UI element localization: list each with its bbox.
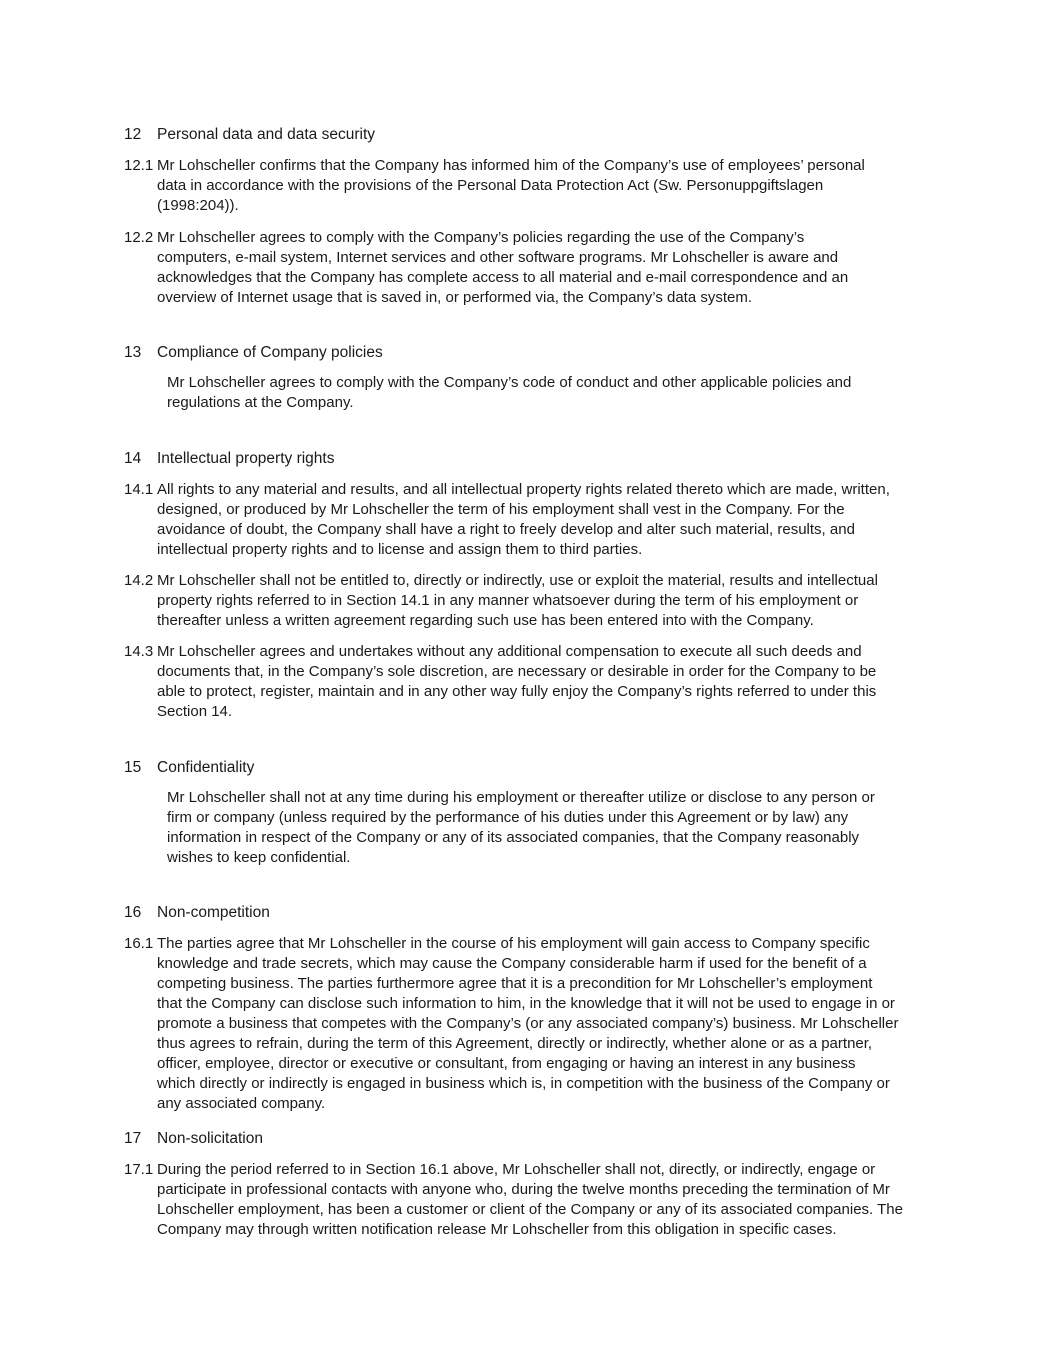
section-number: 17 bbox=[124, 1130, 142, 1147]
clause-14-2 bbox=[124, 571, 939, 631]
section-13-paragraph: Mr Lohscheller agrees to comply with the Company’s code of conduct and other applicable policies and regulations at the Company. bbox=[167, 374, 852, 411]
clause-number: 14.1 bbox=[124, 481, 154, 498]
clause-number: 14.3 bbox=[124, 643, 154, 660]
section-16-heading bbox=[124, 903, 270, 923]
clause-text: During the period referred to in Section 16.1 above, Mr Lohscheller shall not, directly, or indirectly, engage or participate in professional contacts with anyone who, during the twelve months preceding the termination of Mr Lohscheller employment, has been a customer or client of the Company or any of its associated companies. The Company may through written notification release Mr Lohscheller from this obligation in specific cases. bbox=[157, 1161, 903, 1238]
section-title: Confidentiality bbox=[157, 759, 255, 776]
clause-text: Mr Lohscheller shall not be entitled to, directly or indirectly, use or exploit the material, results and intellectual property rights referred to in Section 14.1 in any manner whatsoever during the term of his employment or thereafter unless a written agreement regarding such use has been entered into with the Company. bbox=[157, 572, 878, 629]
clause-number: 14.2 bbox=[124, 572, 154, 589]
clause-text: Mr Lohscheller agrees to comply with the Company’s policies regarding the use of the Company’s computers, e-mail system, Internet services and other software programs. Mr Lohscheller is aware and acknowledges that the Company has complete access to all material and e-mail correspondence and an overview of Internet usage that is saved in, or performed via, the Company’s data system. bbox=[157, 229, 849, 306]
section-title: Personal data and data security bbox=[157, 126, 375, 143]
section-number: 16 bbox=[124, 904, 142, 921]
clause-number: 12.1 bbox=[124, 157, 154, 174]
clause-number: 12.2 bbox=[124, 229, 154, 246]
clause-text: The parties agree that Mr Lohscheller in the course of his employment will gain access to Company specific knowledge and trade secrets, which may cause the Company considerable harm if used for the benefit of a competing business. The parties furthermore agree that it is a precondition for Mr Lohscheller’s employment that the Company can disclose such information to him, in the knowledge that it will not be used to engage in or promote a business that competes with the Company’s (or any associated company’s) business. Mr Lohscheller thus agrees to refrain, during the term of this Agreement, directly or indirectly, whether alone or as a partner, officer, employee, director or executive or consultant, from engaging or having an interest in any business which directly or indirectly is engaged in business which is, in competition with the business of the Company or any associated company. bbox=[157, 935, 899, 1112]
section-12-heading bbox=[124, 125, 375, 145]
clause-number: 16.1 bbox=[124, 935, 154, 952]
section-title: Non-competition bbox=[157, 904, 270, 921]
clause-text: Mr Lohscheller agrees and undertakes without any additional compensation to execute all such deeds and documents that, in the Company’s sole discretion, are necessary or desirable in order for the Company to be able to protect, register, maintain and in any other way fully enjoy the Company’s rights referred to under this Section 14. bbox=[157, 643, 877, 720]
clause-number: 17.1 bbox=[124, 1161, 154, 1178]
clause-17-1 bbox=[124, 1160, 939, 1240]
clause-12-2 bbox=[124, 228, 939, 308]
section-17-heading bbox=[124, 1129, 263, 1149]
clause-text: All rights to any material and results, and all intellectual property rights related thereto which are made, written, designed, or produced by Mr Lohscheller the term of his employment shall vest in the Company. For the avoidance of doubt, the Company shall have a right to freely develop and alter such material, results, and intellectual property rights and to license and assign them to third parties. bbox=[157, 481, 890, 558]
section-title: Non-solicitation bbox=[157, 1130, 263, 1147]
clause-14-3 bbox=[124, 642, 939, 722]
section-number: 15 bbox=[124, 759, 142, 776]
section-15-heading bbox=[124, 758, 254, 778]
section-title: Intellectual property rights bbox=[157, 450, 335, 467]
clause-16-1 bbox=[124, 934, 939, 1114]
section-number: 12 bbox=[124, 126, 142, 143]
section-number: 13 bbox=[124, 344, 142, 361]
section-15-paragraph: Mr Lohscheller shall not at any time during his employment or thereafter utilize or disclose to any person or firm or company (unless required by the performance of his duties under this Agreement or by law) any information in respect of the Company or any of its associated companies, that the Company reasonably wishes to keep confidential. bbox=[167, 789, 875, 866]
section-title: Compliance of Company policies bbox=[157, 344, 383, 361]
clause-14-1 bbox=[124, 480, 939, 560]
section-14-heading bbox=[124, 449, 334, 469]
section-number: 14 bbox=[124, 450, 142, 467]
clause-12-1 bbox=[124, 156, 939, 216]
clause-text: Mr Lohscheller confirms that the Company has informed him of the Company’s use of employees’ personal data in accordance with the provisions of the Personal Data Protection Act (Sw. Personuppgiftslagen (1998:204)). bbox=[157, 157, 865, 214]
section-13-heading bbox=[124, 343, 383, 363]
